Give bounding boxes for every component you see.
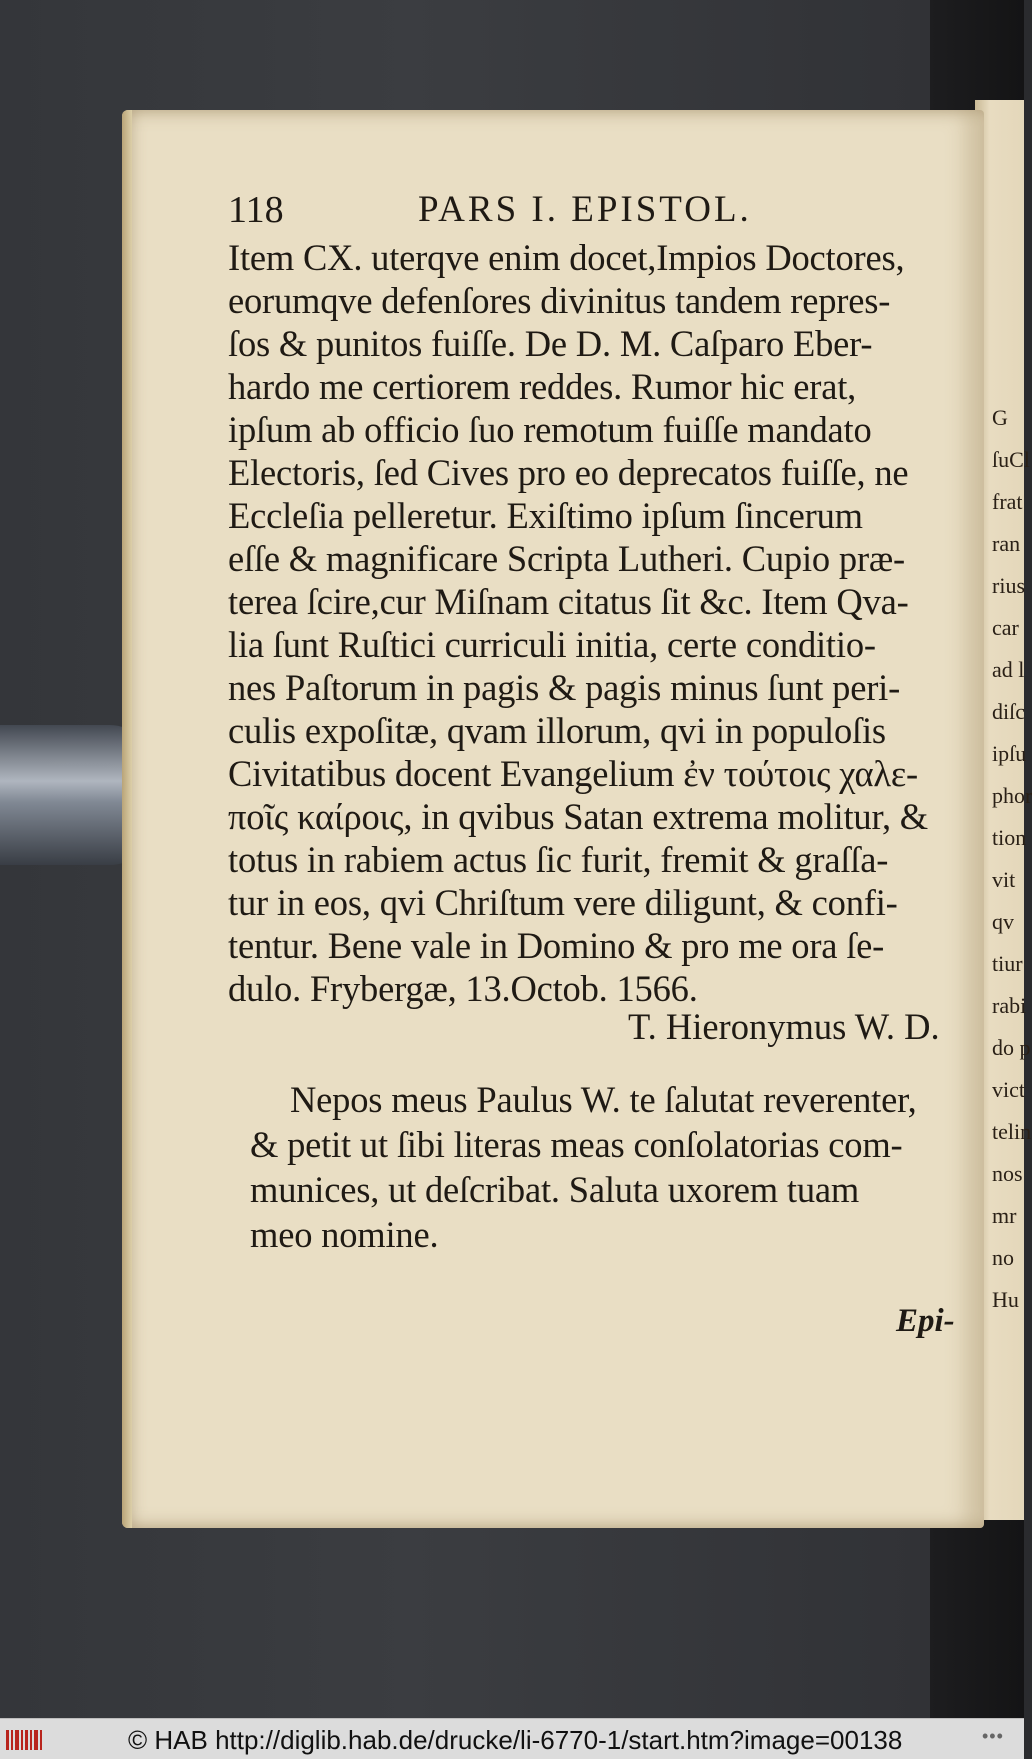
body-line: tentur. Bene vale in Domino & pro me ora ſe-	[228, 925, 885, 966]
catchword: Epi-	[896, 1303, 955, 1339]
facing-page-fragment: car	[992, 615, 1019, 640]
body-line: culis expoſitæ, qvam illorum, qvi in populoſis	[228, 710, 886, 751]
page-edge	[122, 110, 132, 1528]
facing-page-fragment: vit	[992, 867, 1016, 892]
postscript-line: meo nomine.	[250, 1214, 439, 1255]
facing-page-fragment: vict	[992, 1077, 1025, 1102]
facing-page-fragment: tion	[992, 825, 1027, 850]
facing-page-fragment: qv	[992, 909, 1014, 934]
facing-page-fragment: ran	[992, 531, 1021, 556]
source-url-text[interactable]: © HAB http://diglib.hab.de/drucke/li-6770-1/start.htm?image=00138	[128, 1725, 903, 1755]
body-line: nes Paſtorum in pagis & pagis minus ſunt peri-	[228, 667, 901, 708]
facing-page-fragment: no	[992, 1245, 1014, 1270]
facing-page-fragment: telin	[992, 1119, 1032, 1144]
facing-page-fragment: phor	[992, 783, 1032, 808]
body-line: terea ſcire,cur Miſnam citatus ſit &c. Item Qva-	[228, 581, 909, 622]
facing-page-fragment: G	[992, 405, 1008, 430]
facing-page-fragment: ipſu	[992, 741, 1027, 766]
body-line: Electoris, ſed Cives pro eo deprecatos fuiſſe, ne	[228, 452, 909, 493]
facing-page-fragment: ad l	[992, 657, 1025, 682]
hab-barcode-logo-icon[interactable]	[4, 1727, 46, 1753]
facing-page-fragment: diſc	[992, 699, 1025, 724]
facing-page-fragment: rius	[992, 573, 1025, 598]
body-line: eorumqve defenſores divinitus tandem repres-	[228, 280, 891, 321]
running-title: PARS I. EPISTOL.	[418, 189, 752, 230]
body-line: hardo me certiorem reddes. Rumor hic erat,	[228, 366, 857, 407]
body-line: ſos & punitos fuiſſe. De D. M. Caſparo Eber-	[228, 323, 873, 364]
facing-page-fragment: rabi	[992, 993, 1027, 1018]
body-line: Eccleſia pelleretur. Exiſtimo ipſum ſincerum	[228, 495, 863, 536]
facing-page-fragment: Hu	[992, 1287, 1019, 1312]
viewer-footer	[0, 1718, 1024, 1759]
facing-page-fragment: frat	[992, 489, 1023, 514]
body-line: Item CX. uterqve enim docet,Impios Doctores,	[228, 237, 905, 278]
facing-page-fragment: ſuCl	[992, 447, 1030, 472]
body-line: dulo. Frybergæ, 13.Octob. 1566.	[228, 968, 698, 1009]
body-line: Civitatibus docent Evangelium ἐν τούτοις χαλε-	[228, 753, 919, 794]
signature: T. Hieronymus W. D.	[628, 1006, 940, 1047]
body-line: totus in rabiem actus ſic furit, fremit & graſſa-	[228, 839, 889, 880]
more-options-icon[interactable]: •••	[982, 1726, 1004, 1746]
page-number: 118	[228, 189, 284, 231]
body-line: ποῖς καίροις, in qvibus Satan extrema molitur, &	[228, 796, 928, 837]
body-line: eſſe & magnificare Scripta Lutheri. Cupio præ-	[228, 538, 905, 579]
facing-page-fragment: do p	[992, 1035, 1031, 1060]
postscript-line: Nepos meus Paulus W. te ſalutat reverenter,	[290, 1079, 917, 1120]
body-line: tur in eos, qvi Chriſtum vere diligunt, & confi-	[228, 882, 898, 923]
body-line: ipſum ab officio ſuo remotum fuiſſe mandato	[228, 409, 872, 450]
facing-page-fragment: nos	[992, 1161, 1023, 1186]
postscript-line: & petit ut ſibi literas meas conſolatorias com-	[250, 1124, 903, 1165]
body-line: lia ſunt Ruſtici curriculi initia, certe conditio-	[228, 624, 876, 665]
facing-page-fragment: mr	[992, 1203, 1017, 1228]
postscript-line: munices, ut deſcribat. Saluta uxorem tuam	[250, 1169, 860, 1210]
facing-page-fragment: tiur	[992, 951, 1023, 976]
